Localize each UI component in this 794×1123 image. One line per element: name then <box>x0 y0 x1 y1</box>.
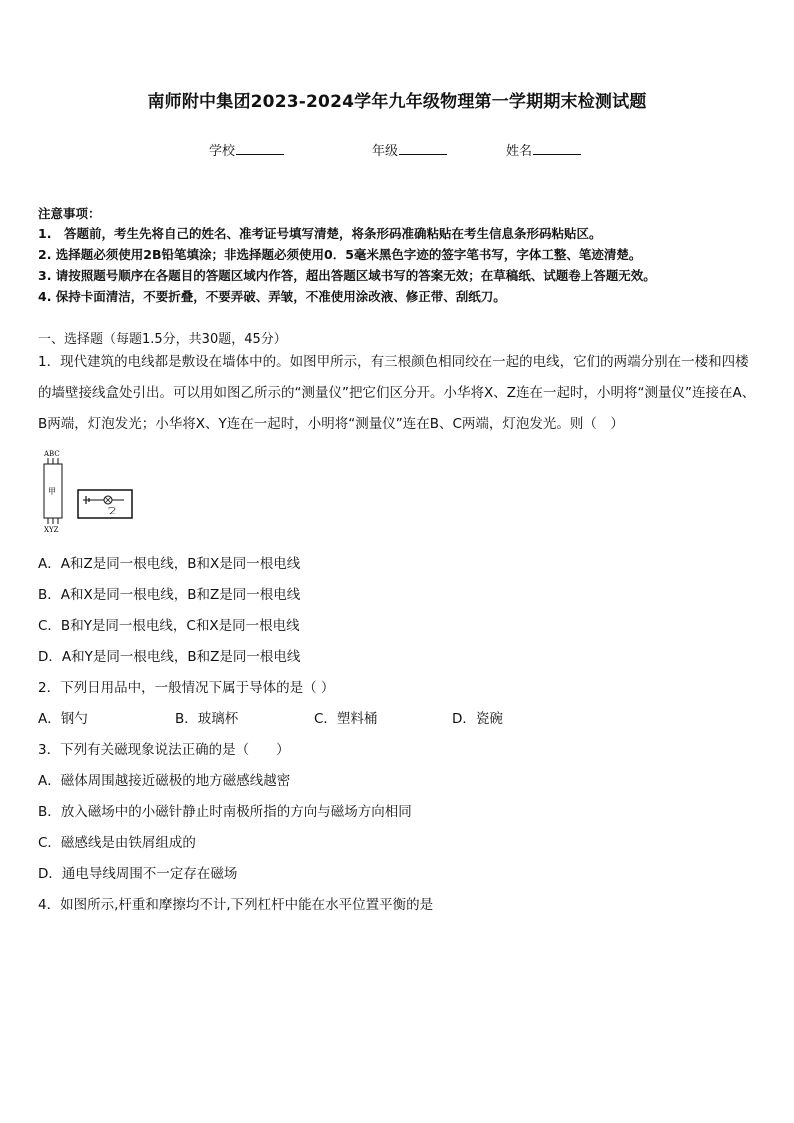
q1-option-a: A．A和Z是同一根电线，B和X是同一根电线 <box>38 556 301 572</box>
bottom-terminal-label: XYZ <box>44 526 59 534</box>
q3-stem: 3．下列有关磁现象说法正确的是（ ） <box>38 742 290 758</box>
q2-stem: 2．下列日用品中，一般情况下属于导体的是（ ） <box>38 680 335 696</box>
notice-item-2: 2. 选择题必须使用2B铅笔填涂；非选择题必须使用0．5毫米黑色字迹的签字笔书写，字体工整、笔迹清楚。 <box>38 247 642 262</box>
section-heading: 一、选择题（每题1.5分，共30题，45分） <box>38 332 287 347</box>
q2-option-c: C．塑料桶 <box>314 711 378 727</box>
exam-title: 南师附中集团2023-2024学年九年级物理第一学期期末检测试题 <box>147 92 647 112</box>
q3-option-d: D．通电导线周围不一定存在磁场 <box>38 866 238 882</box>
q1-option-d: D．A和Y是同一根电线，B和Z是同一根电线 <box>38 649 301 665</box>
notice-item-4: 4. 保持卡面清洁，不要折叠，不要弄破、弄皱，不准使用涂改液、修正带、刮纸刀。 <box>38 289 506 304</box>
grade-blank <box>399 141 447 155</box>
notice-heading: 注意事项： <box>38 206 101 221</box>
q3-option-b: B．放入磁场中的小磁针静止时南极所指的方向与磁场方向相同 <box>38 804 412 820</box>
q1-option-b: B．A和X是同一根电线，B和Z是同一根电线 <box>38 587 301 603</box>
q4-stem: 4．如图所示,杆重和摩擦均不计,下列杠杆中能在水平位置平衡的是 <box>38 897 434 913</box>
school-blank <box>236 141 284 155</box>
q1-stem: 1．现代建筑的电线都是敷设在墙体中的。如图甲所示，有三根颜色相同绞在一起的电线，它们的两端分别在一楼和四楼的墙壁接线盒处引出。可以用如图乙所示的“测量仪”把它们区分开。小华将X、Z连在一起时，小明将“测量仪”连接在A、B两端，灯泡发光；小华将X、Y连在一起时，小明将“测量仪”连在B、C两端，灯泡发光。则（ ） <box>38 354 756 432</box>
q2-option-b: B．玻璃杯 <box>175 711 239 727</box>
school-field <box>209 140 284 159</box>
grade-label: 年级 <box>372 144 399 159</box>
wire-diagram <box>38 448 138 538</box>
q3-option-c: C．磁感线是由铁屑组成的 <box>38 835 196 851</box>
q2-option-d: D．瓷碗 <box>452 711 503 727</box>
q1-figure <box>38 448 138 538</box>
name-blank <box>533 141 581 155</box>
notice-item-1: 1. 答题前，考生先将自己的姓名、准考证号填写清楚，将条形码准确粘贴在考生信息条形码粘贴区。 <box>38 226 602 241</box>
box-label: 甲 <box>48 487 56 496</box>
device-label: 乙 <box>108 506 116 515</box>
q3-option-a: A．磁体周围越接近磁极的地方磁感线越密 <box>38 773 291 789</box>
top-terminal-label: ABC <box>44 450 60 458</box>
grade-field <box>372 140 447 159</box>
q2-option-a: A．钢勺 <box>38 711 88 727</box>
q1-option-c: C．B和Y是同一根电线，C和X是同一根电线 <box>38 618 300 634</box>
name-field <box>506 140 581 159</box>
notice-item-3: 3. 请按照题号顺序在各题目的答题区域内作答，超出答题区域书写的答案无效；在草稿纸、试题卷上答题无效。 <box>38 268 656 283</box>
school-label: 学校 <box>209 144 236 159</box>
name-label: 姓名 <box>506 144 533 159</box>
